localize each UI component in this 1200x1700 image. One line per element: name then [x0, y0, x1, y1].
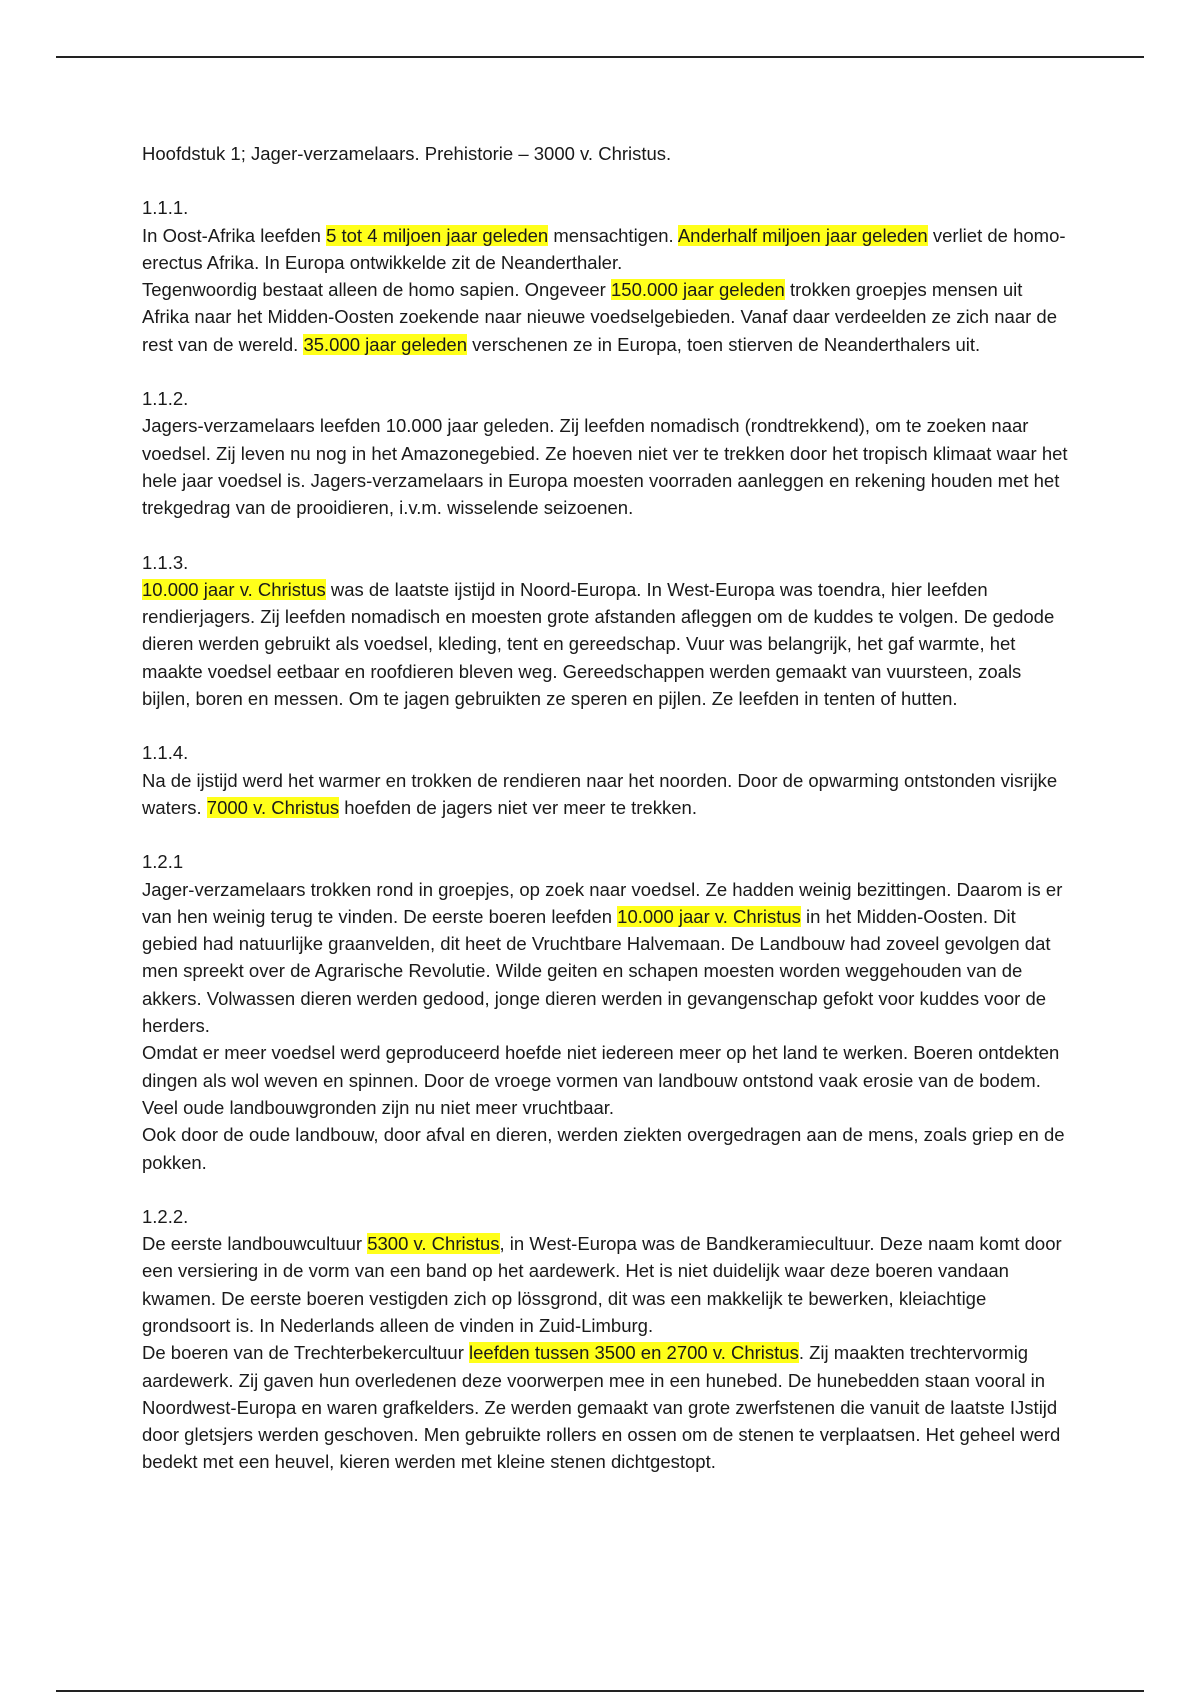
paragraph: [142, 1230, 1072, 1339]
paragraph: [142, 767, 1072, 822]
text-run: trokken groepjes mensen uit Afrika naar het Midden-Oosten zoekende naar nieuwe voedselgebieden. Vanaf daar verdeelden ze zich naar de rest van de wereld.: [142, 279, 1057, 355]
text-run: verschenen ze in Europa, toen stierven de Neanderthalers uit.: [467, 333, 981, 355]
section-number: 1.1.4.: [142, 742, 189, 764]
section-1-1-4: [142, 739, 1072, 821]
highlighted-text: 10.000 jaar v. Christus: [617, 905, 801, 927]
text-run: hoefden de jagers niet ver meer te trekken.: [339, 796, 697, 818]
text-run: , in West-Europa was de Bandkeramiecultuur. Deze naam komt door een versiering in de vorm van een band op het aardewerk. Het is niet duidelijk waar deze boeren vandaan kwamen. De eerste boeren vestigden zich op lössgrond, dit was een makkelijk te bewerken, kleiachtige grondsoort is. In Nederlands alleen de vinden in Zuid-Limburg.: [142, 1233, 1062, 1336]
highlighted-text: 5300 v. Christus: [367, 1233, 500, 1255]
section-1-1-1: [142, 194, 1072, 358]
text-run: Tegenwoordig bestaat alleen de homo sapien. Ongeveer: [142, 279, 611, 301]
header-rule: [56, 56, 1144, 58]
section-1-1-3: [142, 549, 1072, 713]
section-number: 1.2.1: [142, 851, 184, 873]
paragraph: [142, 222, 1072, 277]
footer-rule: [56, 1690, 1144, 1692]
text-run: . Zij maakten trechtervormig aardewerk. Zij gaven hun overledenen deze voorwerpen mee in een hunebed. De hunebedden staan vooral in Noordwest-Europa en waren grafkelders. Ze werden gemaakt van grote zwerfstenen die vanuit de laatste IJstijd door gletsjers werden geschoven. Men gebruikte rollers en ossen om de stenen te verplaatsen. Het geheel werd bedekt met een heuvel, kieren werden met kleine stenen dichtgestopt.: [142, 1342, 1061, 1473]
paragraph: [142, 1121, 1072, 1176]
paragraph: [142, 276, 1072, 358]
paragraph: [142, 1339, 1072, 1475]
chapter-title: Hoofdstuk 1; Jager-verzamelaars. Prehistorie – 3000 v. Christus.: [142, 143, 672, 164]
highlighted-text: 150.000 jaar geleden: [611, 279, 785, 301]
text-run: Jager-verzamelaars trokken rond in groepjes, op zoek naar voedsel. Ze hadden weinig bezittingen. Daarom is er van hen weinig terug te vinden. De eerste boeren leefden: [142, 878, 1063, 927]
highlighted-text: 35.000 jaar geleden: [303, 333, 468, 355]
sections-container: [142, 194, 1072, 1475]
section-1-2-2: [142, 1203, 1072, 1476]
section-number: 1.2.2.: [142, 1205, 189, 1227]
highlighted-text: leefden tussen 3500 en 2700 v. Christus: [469, 1342, 799, 1364]
section-number: 1.1.1.: [142, 197, 189, 219]
paragraph: [142, 1039, 1072, 1121]
section-1-1-2: [142, 385, 1072, 521]
text-run: In Oost-Afrika leefden: [142, 224, 327, 246]
paragraph: [142, 412, 1072, 521]
text-run: Jagers-verzamelaars leefden 10.000 jaar geleden. Zij leefden nomadisch (rondtrekkend), om te zoeken naar voedsel. Zij leven nu nog in het Amazonegebied. Ze hoeven niet ver te trekken door het tropisch klimaat waar het hele jaar voedsel is. Jagers-verzamelaars in Europa moesten voorraden aanleggen en rekening houden met het trekgedrag van de prooidieren, i.v.m. wisselende seizoenen.: [142, 415, 1068, 519]
highlighted-text: 5 tot 4 miljoen jaar geleden: [326, 224, 549, 246]
document-body: [142, 140, 1072, 1503]
text-run: was de laatste ijstijd in Noord-Europa. In West-Europa was toendra, hier leefden rendierjagers. Zij leefden nomadisch en moesten grote afstanden afleggen om de kuddes te volgen. De gedode dieren werden gebruikt als voedsel, kleding, tent en gereedschap. Vuur was belangrijk, het gaf warmte, het maakte voedsel eetbaar en roofdieren bleven weg. Gereedschappen werden gemaakt van vuursteen, zoals bijlen, boren en messen. Om te jagen gebruikten ze speren en pijlen. Ze leefden in tenten of hutten.: [142, 578, 1055, 710]
paragraph: [142, 576, 1072, 712]
text-run: mensachtigen.: [548, 224, 678, 246]
section-number: 1.1.3.: [142, 551, 189, 573]
text-run: verliet de homo-erectus Afrika. In Europa ontwikkelde zit de Neanderthaler.: [142, 224, 1066, 273]
section-1-2-1: [142, 848, 1072, 1176]
paragraph: [142, 876, 1072, 1040]
section-number: 1.1.2.: [142, 388, 189, 410]
highlighted-text: 7000 v. Christus: [206, 796, 340, 818]
text-run: Omdat er meer voedsel werd geproduceerd hoefde niet iedereen meer op het land te werken. Boeren ontdekten dingen als wol weven en spinnen. Door de vroege vormen van landbouw ontstond vaak erosie van de bodem. Veel oude landbouwgronden zijn nu niet meer vruchtbaar.: [142, 1042, 1060, 1118]
text-run: De boeren van de Trechterbekercultuur: [142, 1342, 470, 1364]
text-run: in het Midden-Oosten. Dit gebied had natuurlijke graanvelden, dit heet de Vruchtbare Halvemaan. De Landbouw had zoveel gevolgen dat men spreekt over de Agrarische Revolutie. Wilde geiten en schapen moesten worden weggehouden van de akkers. Volwassen dieren werden gedood, jonge dieren werden in gevangenschap gefokt voor kuddes voor de herders.: [142, 905, 1051, 1037]
text-run: De eerste landbouwcultuur: [142, 1233, 368, 1255]
text-run: Na de ijstijd werd het warmer en trokken de rendieren naar het noorden. Door de opwarming ontstonden visrijke waters.: [142, 769, 1058, 818]
highlighted-text: Anderhalf miljoen jaar geleden: [677, 224, 928, 246]
text-run: Ook door de oude landbouw, door afval en dieren, werden ziekten overgedragen aan de mens, zoals griep en de pokken.: [142, 1124, 1065, 1173]
highlighted-text: 10.000 jaar v. Christus: [142, 578, 326, 600]
